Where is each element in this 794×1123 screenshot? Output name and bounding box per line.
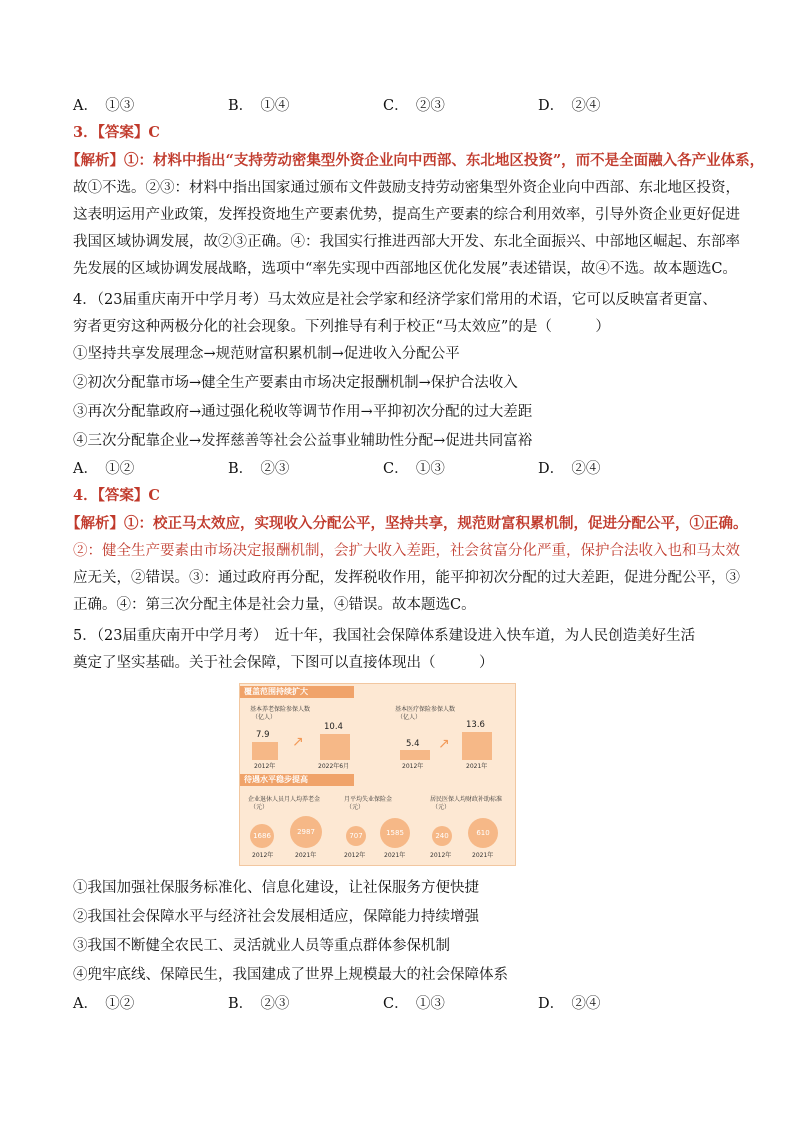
q4-stem: 穷者更穷这种两极分化的社会现象。下列推导有利于校正“马太效应”的是（ ） xyxy=(73,319,610,335)
q5-option-d: D． ②④ xyxy=(538,996,601,1012)
unemp-unit: （元） xyxy=(346,804,365,811)
unemp-year-1: 2012年 xyxy=(344,852,366,859)
medical-label: 基本医疗保险参保人数 xyxy=(395,706,456,713)
q5-item: ③我国不断健全农民工、灵活就业人员等重点群体参保机制 xyxy=(73,938,450,954)
q2-option-d: D． ②④ xyxy=(538,98,601,114)
unemp-year-2: 2021年 xyxy=(384,852,406,859)
q4-option-d: D． ②④ xyxy=(538,461,601,477)
pension-unit: （亿人） xyxy=(252,714,277,721)
q4-analysis-line: ②：健全生产要素由市场决定报酬机制，会扩大收入差距，社会贫富分化严重，保护合法收入也和马太效 xyxy=(73,543,740,559)
q4-analysis-line: 正确。④：第三次分配主体是社会力量，④错误。故本题选C。 xyxy=(73,597,476,613)
q2-option-c: C． ②③ xyxy=(383,98,445,114)
q5-option-c: C． ①③ xyxy=(383,996,445,1012)
q5-item: ①我国加强社保服务标准化、信息化建设，让社保服务方便快捷 xyxy=(73,880,479,896)
q3-analysis-text: 【解析】①：材料中指出“支持劳动密集型外资企业向中西部、东北地区投资”，而不是全面融入各产业体系， xyxy=(66,152,765,169)
q4-analysis-line xyxy=(66,514,748,534)
retire-circle-2012: 1686 xyxy=(250,824,274,848)
medical-value-2021: 13.6 xyxy=(466,720,485,730)
q5-option-a: A． ①② xyxy=(73,996,135,1012)
q3-answer: 3．【答案】C xyxy=(73,124,160,141)
subsidy-label: 居民医保人均财政补助标准 xyxy=(430,796,503,803)
retire-label: 企业退休人员月人均养老金 xyxy=(248,796,321,803)
subsidy-year-2: 2021年 xyxy=(472,852,494,859)
subsidy-circle-2021: 610 xyxy=(468,818,498,848)
coverage-header: 覆盖范围持续扩大 xyxy=(240,686,354,698)
q5-option-b: B． ②③ xyxy=(228,996,290,1012)
q4-item: ③再次分配靠政府→通过强化税收等调节作用→平抑初次分配的过大差距 xyxy=(73,404,533,420)
social-security-infographic xyxy=(239,683,516,866)
unemp-circle-2021: 1585 xyxy=(380,818,410,848)
unemp-circle-2012: 707 xyxy=(346,826,366,846)
q5-stem: 5．（23届重庆南开中学月考） 近十年，我国社会保障体系建设进入快车道，为人民创造美好生活 xyxy=(73,628,696,644)
medical-year-1: 2012年 xyxy=(402,763,424,770)
q5-stem: 奠定了坚实基础。关于社会保障，下图可以直接体现出（ ） xyxy=(73,655,494,671)
q4-item: ①坚持共享发展理念→规范财富积累机制→促进收入分配公平 xyxy=(73,346,460,362)
retire-unit: （元） xyxy=(250,804,269,811)
q4-stem: 4．（23届重庆南开中学月考）马太效应是社会学家和经济学家们常用的术语，它可以反映富者更富、 xyxy=(73,292,717,308)
pension-value-2012: 7.9 xyxy=(256,730,270,740)
pension-year-1: 2012年 xyxy=(254,763,276,770)
q4-item: ②初次分配靠市场→健全生产要素由市场决定报酬机制→保护合法收入 xyxy=(73,375,518,391)
q3-analysis-line: 我国区域协调发展，故②③正确。④：我国实行推进西部大开发、东北全面振兴、中部地区崛起、东部率 xyxy=(73,234,740,250)
subsidy-year-1: 2012年 xyxy=(430,852,452,859)
q4-option-b: B． ②③ xyxy=(228,461,290,477)
q4-analysis-text: 【解析】①：校正马太效应，实现收入分配公平，坚持共享，规范财富积累机制，促进分配公平，①正确。 xyxy=(66,515,748,532)
q3-analysis-line: 这表明运用产业政策，发挥投资地生产要素优势，提高生产要素的综合利用效率，引导外资企业更好促进 xyxy=(73,207,740,223)
medical-bar-2012 xyxy=(400,750,430,760)
subsidy-circle-2012: 240 xyxy=(432,826,452,846)
q2-option-a: A． ①③ xyxy=(73,98,135,114)
q3-analysis-line xyxy=(66,151,764,171)
q5-item: ②我国社会保障水平与经济社会发展相适应，保障能力持续增强 xyxy=(73,909,479,925)
q4-answer: 4．【答案】C xyxy=(73,487,160,504)
retire-year-1: 2012年 xyxy=(252,852,274,859)
q4-item: ④三次分配靠企业→发挥慈善等社会公益事业辅助性分配→促进共同富裕 xyxy=(73,433,533,449)
growth-arrow-icon: ↗ xyxy=(438,736,450,752)
pension-value-2022: 10.4 xyxy=(324,722,343,732)
subsidy-unit: （元） xyxy=(432,804,451,811)
growth-arrow-icon: ↗ xyxy=(292,734,304,750)
pension-label: 基本养老保险参保人数 xyxy=(250,706,311,713)
q4-analysis-line: 应无关，②错误。③：通过政府再分配，发挥税收作用，能平抑初次分配的过大差距，促进分配公平，③ xyxy=(73,570,740,586)
pension-bar-2022 xyxy=(320,734,350,760)
q3-analysis-line: 先发展的区域协调发展战略，选项中“率先实现中西部地区优化发展”表述错误，故④不选。故本题选C。 xyxy=(73,261,737,277)
q4-option-a: A． ①② xyxy=(73,461,135,477)
medical-bar-2021 xyxy=(462,732,492,760)
retire-year-2: 2021年 xyxy=(295,852,317,859)
pension-bar-2012 xyxy=(252,742,278,760)
unemp-label: 月平均失业保险金 xyxy=(344,796,393,803)
q5-item: ④兜牢底线、保障民生，我国建成了世界上规模最大的社会保障体系 xyxy=(73,967,508,983)
retire-circle-2021: 2987 xyxy=(290,816,322,848)
medical-value-2012: 5.4 xyxy=(406,739,420,749)
pension-year-2: 2022年6月 xyxy=(318,763,350,770)
q4-option-c: C． ①③ xyxy=(383,461,445,477)
benefit-header: 待遇水平稳步提高 xyxy=(240,774,354,786)
q2-option-b: B． ①④ xyxy=(228,98,290,114)
medical-unit: （亿人） xyxy=(397,714,422,721)
q3-analysis-line: 故①不选。②③：材料中指出国家通过颁布文件鼓励支持劳动密集型外资企业向中西部、东北地区投资， xyxy=(73,180,740,196)
medical-year-2: 2021年 xyxy=(466,763,488,770)
